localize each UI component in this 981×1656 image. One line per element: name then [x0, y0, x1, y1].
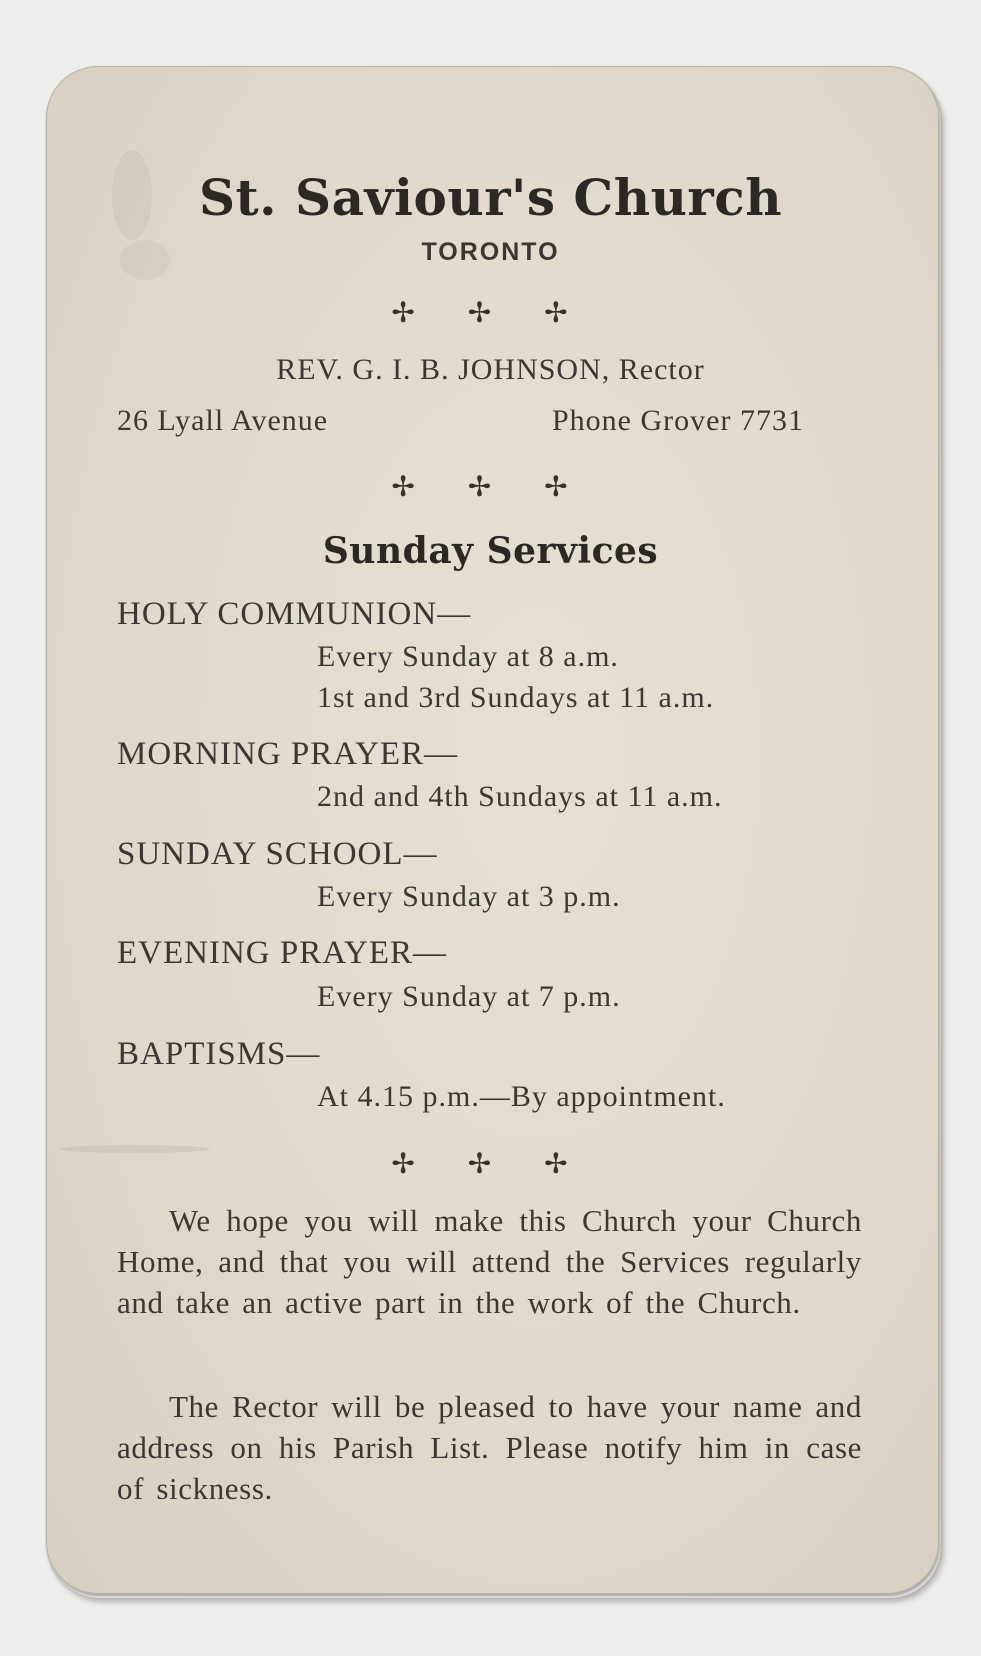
ornament-crosses: ✢ ✢ ✢ — [391, 1147, 590, 1180]
city-name: TORONTO — [421, 238, 560, 266]
service-name: MORNING PRAYER— — [117, 736, 459, 772]
parish-list-paragraph: The Rector will be pleased to have your name and address on his Parish List. Please notify him in case of sickness. — [117, 1389, 862, 1506]
ornament-crosses: ✢ ✢ ✢ — [391, 470, 590, 503]
service-name: HOLY COMMUNION— — [117, 596, 472, 632]
service-name: BAPTISMS— — [117, 1036, 321, 1072]
rector-name: REV. G. I. B. JOHNSON, Rector — [276, 353, 705, 386]
service-time: 2nd and 4th Sundays at 11 a.m. — [317, 780, 723, 813]
ornament-crosses: ✢ ✢ ✢ — [391, 296, 590, 329]
rector-address: 26 Lyall Avenue — [117, 404, 329, 437]
rector-phone: Phone Grover 7731 — [552, 404, 804, 437]
service-time: Every Sunday at 7 p.m. — [317, 980, 621, 1013]
service-name: SUNDAY SCHOOL— — [117, 836, 438, 872]
service-name: EVENING PRAYER— — [117, 935, 448, 971]
service-time: Every Sunday at 8 a.m. — [317, 640, 619, 673]
church-title: St. Saviour's Church — [198, 168, 783, 227]
service-time: At 4.15 p.m.—By appointment. — [317, 1080, 726, 1113]
services-heading: Sunday Services — [322, 530, 659, 572]
service-time: 1st and 3rd Sundays at 11 a.m. — [317, 681, 715, 714]
service-time: Every Sunday at 3 p.m. — [317, 880, 621, 913]
welcome-paragraph: We hope you will make this Church your Church Home, and that you will attend the Services regularly and take an active part in the work of the Church. — [117, 1203, 862, 1320]
